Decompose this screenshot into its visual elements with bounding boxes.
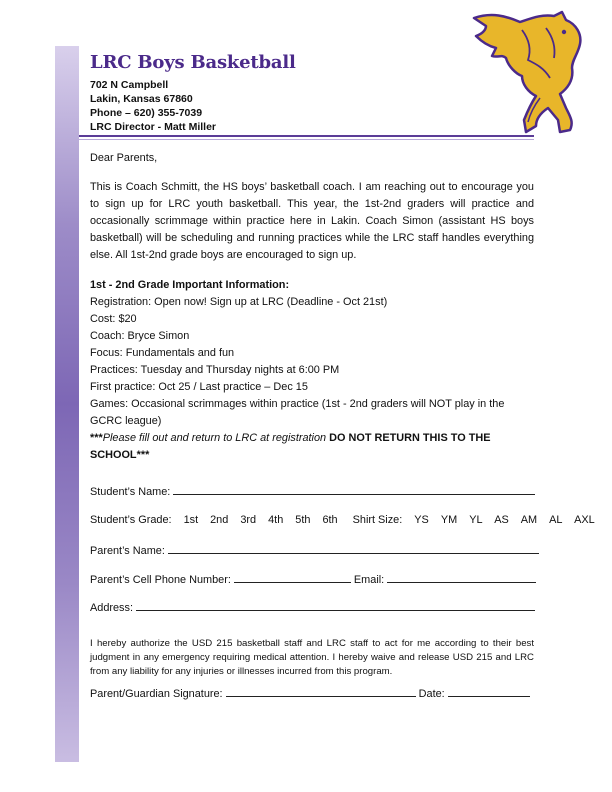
student-grade-label: Student’s Grade: [90,514,172,526]
info-block [90,277,534,430]
info-item: Registration: Open now! Sign up at LRC (Deadline - Oct 21st) [90,296,388,308]
parent-name-label: Parent’s Name: [90,545,165,557]
authorization-text: I hereby authorize the USD 215 basketball staff and LRC staff to act for me according to their best judgment in any emergency requiring medical attention. I hereby waive and release USD 215 and LRC from any liability for any injuries or illnesses incurred from this program. [90,637,534,677]
phone-line: Phone – 620) 355-7039 [90,107,203,119]
grade-option[interactable]: 6th [322,514,338,526]
info-item: Cost: $20 [90,313,137,325]
director-line: LRC Director - Matt Miller [90,121,217,133]
info-item: Games: Occasional scrimmages within practice (1st - 2nd graders will NOT play in the GCRC league) [90,398,505,427]
address-line-2: Lakin, Kansas 67860 [90,93,193,105]
shirt-size-option[interactable]: AL [549,514,563,526]
date-label: Date: [418,688,445,700]
grade-option[interactable]: 1st [183,514,199,526]
shirt-size-option[interactable]: YS [414,514,429,526]
address-line-1: 702 N Campbell [90,79,169,91]
address-label: Address: [90,602,133,614]
student-grade-row [90,514,595,526]
header-divider-accent [79,139,534,140]
shirt-size-label: Shirt Size: [352,514,403,526]
grade-option[interactable]: 3rd [240,514,257,526]
letter-body [90,150,534,464]
address-row [90,600,535,614]
mustang-horse-icon [462,8,594,136]
info-item: First practice: Oct 25 / Last practice – Dec 15 [90,381,308,393]
email-field[interactable] [387,572,536,583]
email-label: Email: [353,574,385,586]
shirt-size-option[interactable]: AS [494,514,509,526]
info-item: Coach: Bryce Simon [90,330,190,342]
parent-name-row [90,543,539,557]
grade-option[interactable]: 2nd [210,514,229,526]
parent-name-field[interactable] [168,543,539,554]
shirt-size-option[interactable]: YM [440,514,458,526]
shirt-size-option[interactable]: AM [520,514,538,526]
signature-label: Parent/Guardian Signature: [90,688,223,700]
info-item: Practices: Tuesday and Thursday nights at 6:00 PM [90,364,340,376]
shirt-size-option[interactable]: AXL [574,514,595,526]
greeting: Dear Parents, [90,152,158,164]
info-title: 1st - 2nd Grade Important Information: [90,279,290,291]
student-name-field[interactable] [173,484,535,495]
parent-contact-row [90,572,536,586]
student-name-label: Student’s Name: [90,486,171,498]
intro-paragraph: This is Coach Schmitt, the HS boys’ basketball coach. I am reaching out to encourage you to sign up for LRC youth basketball. This year, the 1st-2nd graders will practice and occasionally scrimmage within practice here in Lakin. Coach Simon (assistant HS boys basketball) will be scheduling and running practices while the LRC staff handles everything else. All 1st-2nd grade boys are encouraged to sign up. [90,181,534,261]
student-name-row [90,484,535,498]
parent-phone-label: Parent’s Cell Phone Number: [90,574,231,586]
info-item: Focus: Fundamentals and fun [90,347,235,359]
org-title: LRC Boys Basketball [90,52,296,73]
decorative-side-bar [55,46,79,762]
date-field[interactable] [448,686,530,697]
address-field[interactable] [136,600,535,611]
return-notice: ***Please fill out and return to LRC at registration DO NOT RETURN THIS TO THE SCHOOL*** [90,432,491,461]
parent-phone-field[interactable] [234,572,351,583]
shirt-size-option[interactable]: YL [469,514,483,526]
signature-field[interactable] [226,686,416,697]
grade-option[interactable]: 5th [295,514,311,526]
grade-option[interactable]: 4th [268,514,284,526]
letterhead [90,52,296,134]
header-divider [79,135,534,137]
signature-row [90,686,530,700]
